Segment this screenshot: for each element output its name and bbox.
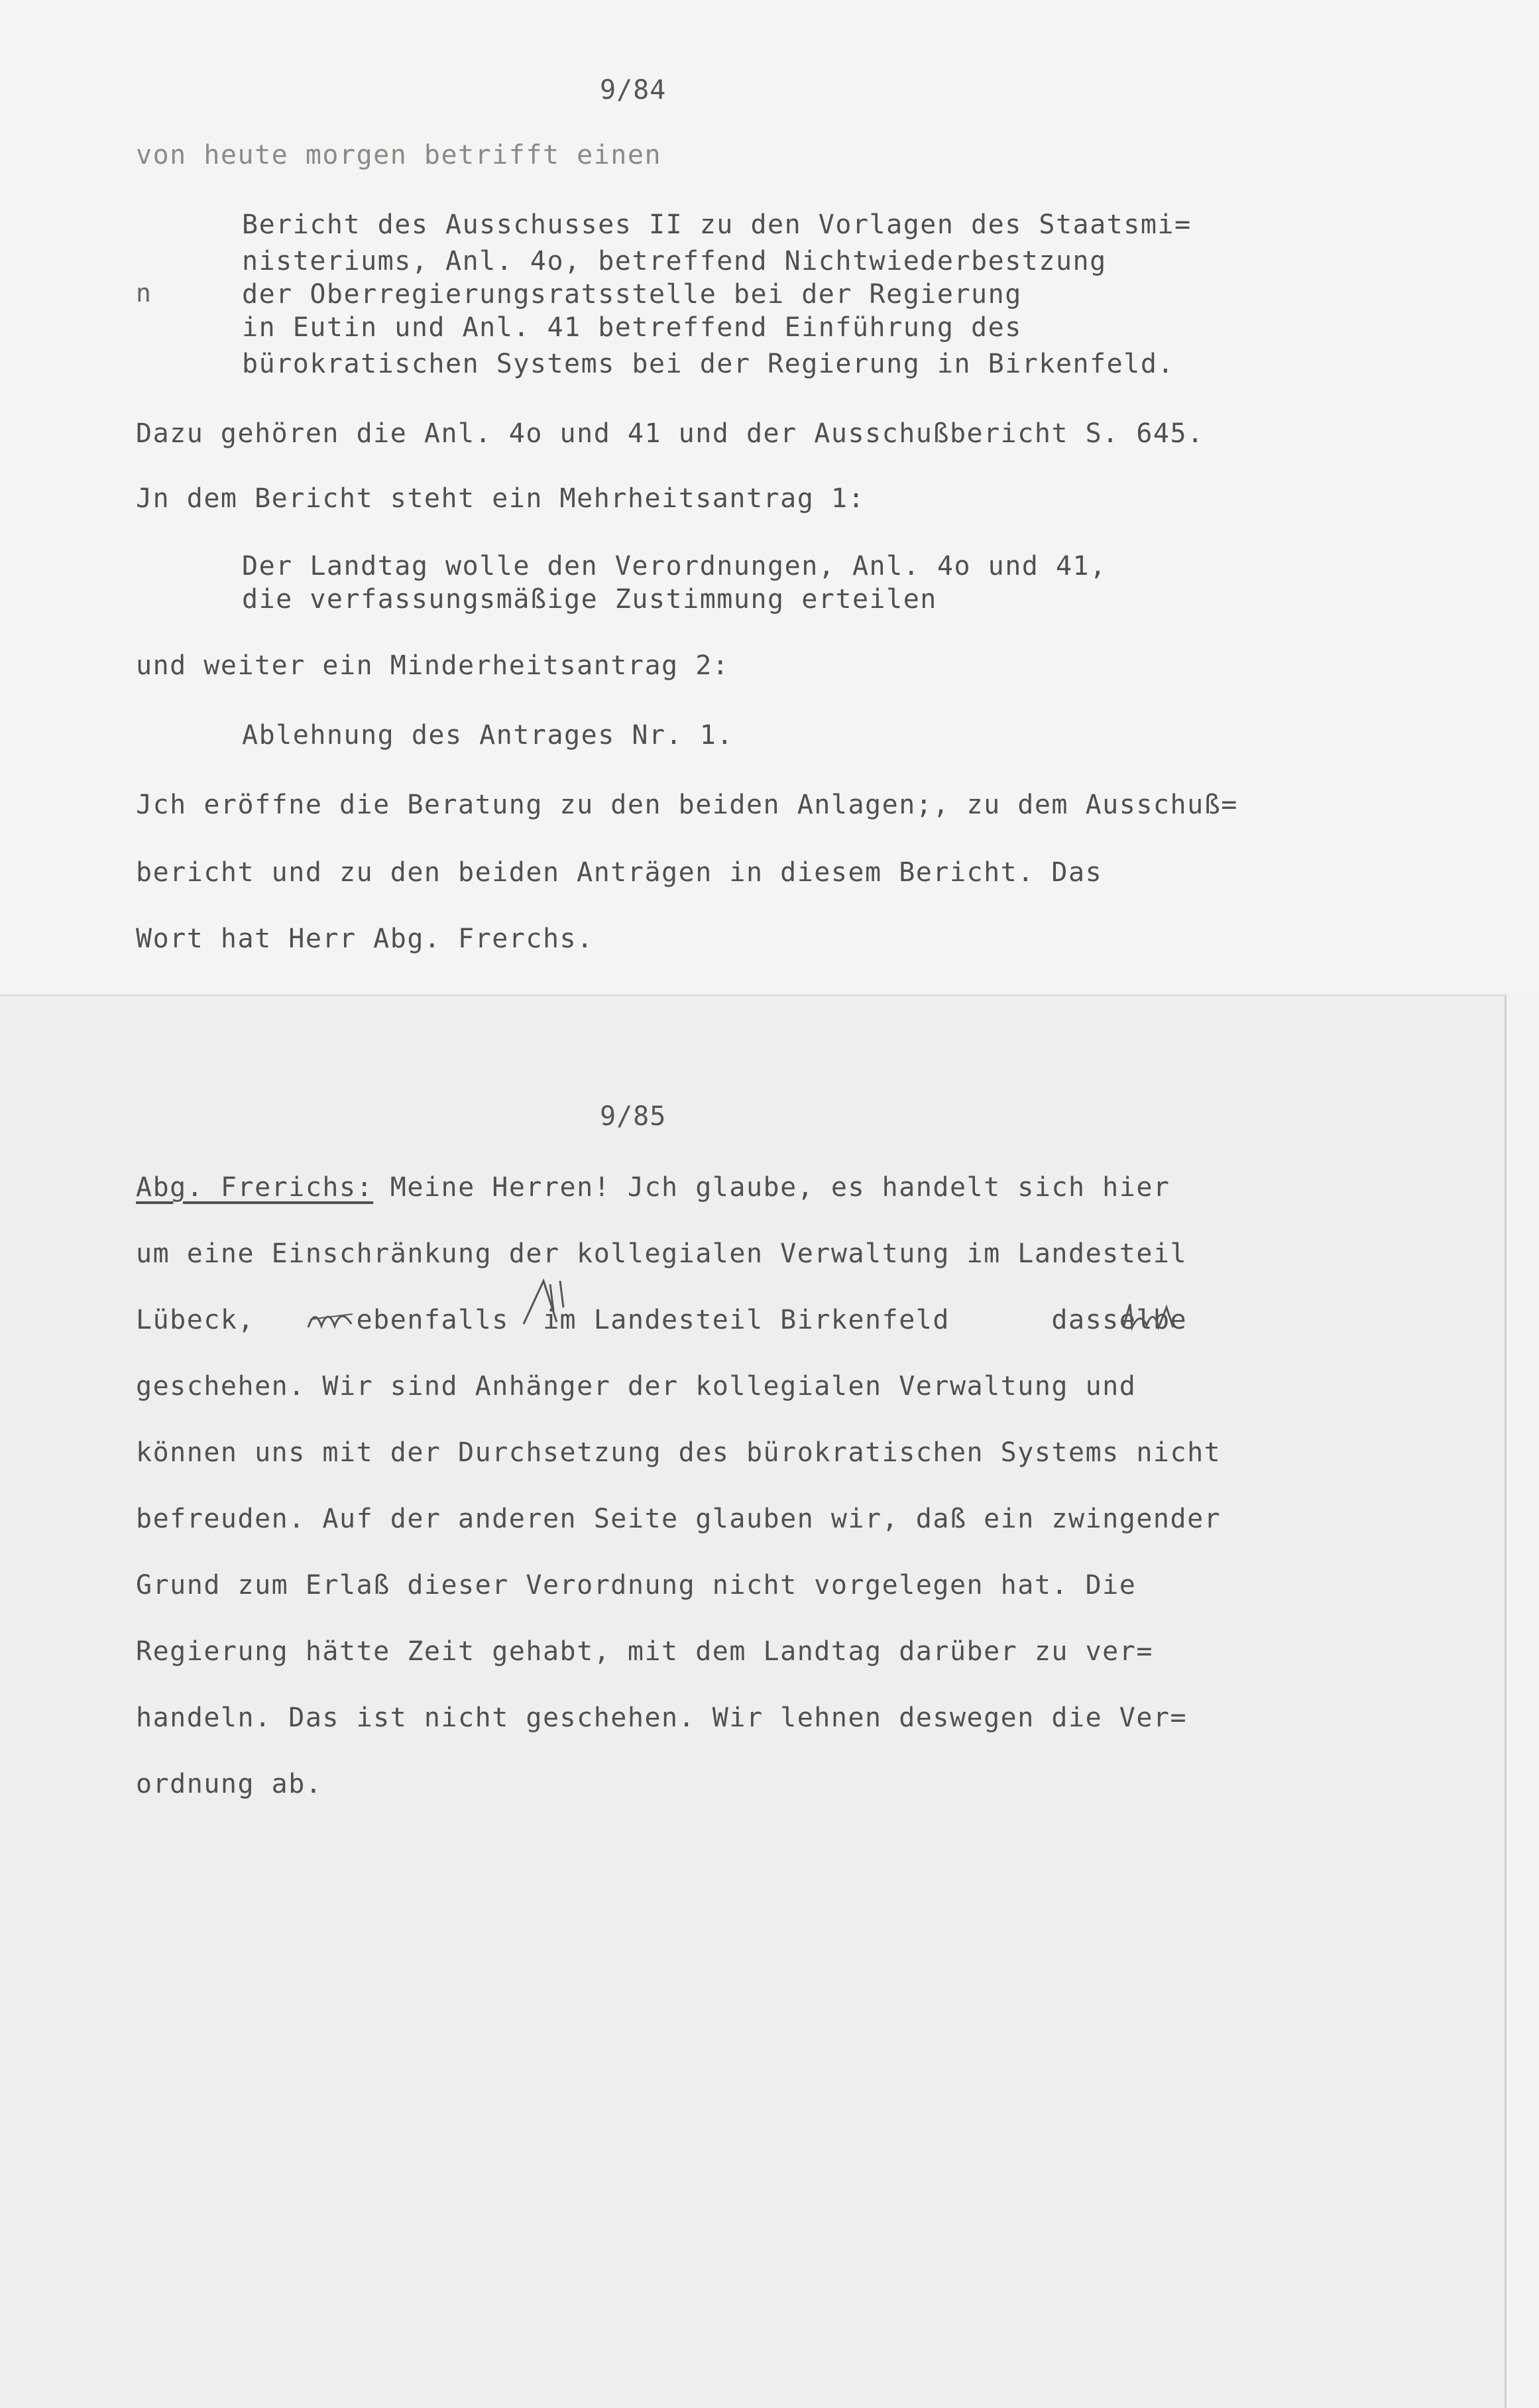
speech-line-8: Regierung hätte Zeit gehabt, mit dem Landtag darüber zu ver= [136, 1636, 1153, 1667]
speech-line-1 [136, 1172, 1170, 1203]
page-number: 9/85 [600, 1101, 667, 1132]
speech-line-4: geschehen. Wir sind Anhänger der kollegialen Verwaltung und [136, 1371, 1137, 1402]
belongs-line: Dazu gehören die Anl. 4o und 41 und der Ausschußbericht S. 645. [136, 418, 1204, 449]
margin-note: n [136, 278, 151, 308]
speech-line-5: können uns mit der Durchsetzung des bürokratischen Systems nicht [136, 1437, 1222, 1468]
page-9-84 [0, 0, 1539, 994]
minority-intro: und weiter ein Minderheitsantrag 2: [136, 650, 730, 681]
page-9-85 [0, 994, 1507, 2408]
report-line-2: nisteriums, Anl. 4o, betreffend Nichtwiederbestzung [242, 246, 1107, 276]
speech-line-6: befreuden. Auf der anderen Seite glauben wir, daß ein zwingender [136, 1504, 1222, 1534]
speech-line-7: Grund zum Erlaß dieser Verordnung nicht vorgelegen hat. Die [136, 1570, 1137, 1600]
handwritten-strike-mark [305, 1294, 358, 1341]
speech-line-10: ordnung ab. [136, 1769, 323, 1799]
majority-line-2: die verfassungsmäßige Zustimmung erteilen [242, 584, 937, 615]
report-line-1: Bericht des Ausschusses II zu den Vorlagen des Staatsmi= [242, 210, 1192, 240]
majority-intro: Jn dem Bericht steht ein Mehrheitsantrag 1: [136, 483, 866, 514]
speech-line-3: Lübeck, ebenfalls im Landesteil Birkenfeld dasselbe [136, 1305, 1188, 1335]
closing-line-2: bericht und zu den beiden Anträgen in diesem Bericht. Das [136, 857, 1103, 888]
handwritten-word-mark [1120, 1297, 1180, 1337]
report-line-4: in Eutin und Anl. 41 betreffend Einführung des [242, 312, 1022, 343]
speaker-name: Abg. Frerichs: [136, 1172, 374, 1203]
report-line-3: der Oberregierungsratsstelle bei der Regierung [242, 279, 1022, 310]
majority-line-1: Der Landtag wolle den Verordnungen, Anl. 4o und 41, [242, 551, 1107, 581]
closing-line-1: Jch eröffne die Beratung zu den beiden Anlagen;, zu dem Ausschuß= [136, 790, 1238, 820]
report-line-5: bürokratischen Systems bei der Regierung in Birkenfeld. [242, 349, 1175, 379]
page-number: 9/84 [600, 75, 667, 105]
minority-line: Ablehnung des Antrages Nr. 1. [242, 720, 734, 751]
handwritten-insert-mark [517, 1274, 577, 1327]
closing-line-3: Wort hat Herr Abg. Frerchs. [136, 924, 594, 954]
intro-line: von heute morgen betrifft einen [136, 140, 662, 170]
speech-line-9: handeln. Das ist nicht geschehen. Wir lehnen deswegen die Ver= [136, 1703, 1188, 1733]
speech-line-2: um eine Einschränkung der kollegialen Verwaltung im Landesteil [136, 1238, 1188, 1269]
speech-first-text: Meine Herren! Jch glaube, es handelt sich hier [373, 1172, 1170, 1203]
